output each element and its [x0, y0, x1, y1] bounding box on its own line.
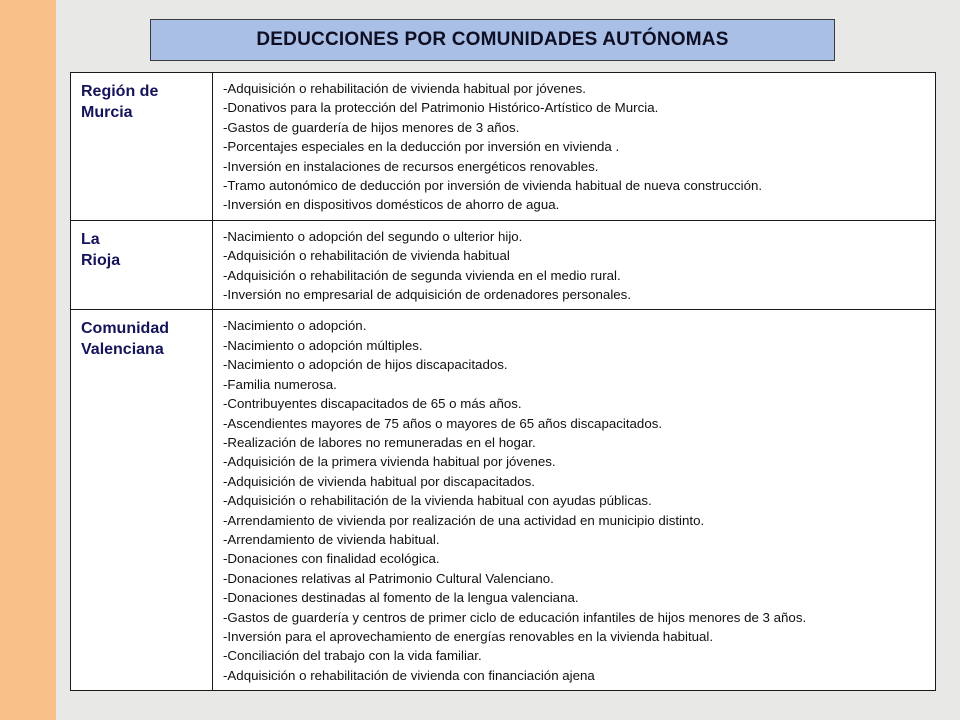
table-row	[71, 73, 936, 221]
deduction-item: -Adquisición de vivienda habitual por discapacitados.	[223, 473, 535, 489]
deduction-item: -Donaciones con finalidad ecológica.	[223, 551, 440, 567]
region-name: Región de Murcia	[71, 73, 213, 221]
deduction-item: -Inversión no empresarial de adquisición de ordenadores personales.	[223, 287, 632, 303]
deduction-item: -Adquisición de la primera vivienda habitual por jóvenes.	[223, 454, 556, 470]
deductions-table-body	[71, 73, 936, 691]
deduction-item: -Adquisición o rehabilitación de vivienda habitual por jóvenes.	[223, 81, 586, 96]
deduction-item: -Realización de labores no remuneradas en el hogar.	[223, 434, 536, 450]
deduction-item: -Inversión para el aprovechamiento de energías renovables en la vivienda habitual.	[223, 628, 714, 644]
deduction-item: -Inversión en instalaciones de recursos energéticos renovables.	[223, 158, 599, 174]
deduction-item: -Gastos de guardería y centros de primer ciclo de educación infantiles de hijos menores de 3 años.	[223, 609, 807, 625]
deduction-item: -Nacimiento o adopción del segundo o ulterior hijo.	[223, 228, 523, 244]
deductions-table	[70, 72, 936, 691]
slide-title	[150, 19, 835, 61]
deduction-item: -Tramo autonómico de deducción por inversión de vivienda habitual de nueva construcción.	[223, 178, 763, 194]
deduction-item: -Donaciones relativas al Patrimonio Cultural Valenciano.	[223, 570, 554, 586]
deduction-item: -Adquisición o rehabilitación de segunda vivienda en el medio rural.	[223, 267, 621, 283]
deduction-item: -Inversión en dispositivos domésticos de ahorro de agua.	[223, 197, 560, 213]
region-name: Comunidad Valenciana	[71, 310, 213, 691]
deduction-item: -Adquisición o rehabilitación de vivienda habitual	[223, 248, 510, 264]
deduction-item: -Familia numerosa.	[223, 376, 337, 392]
table-row	[71, 220, 936, 310]
deduction-list	[213, 310, 936, 691]
deduction-item: -Conciliación del trabajo con la vida familiar.	[223, 648, 482, 664]
deduction-item: -Contribuyentes discapacitados de 65 o más años.	[223, 396, 522, 412]
region-name: La Rioja	[71, 220, 213, 310]
side-accent-strip	[0, 0, 56, 720]
deduction-list	[213, 220, 936, 310]
deduction-item: -Arrendamiento de vivienda habitual.	[223, 531, 440, 547]
deduction-item: -Adquisición o rehabilitación de vivienda con financiación ajena	[223, 667, 595, 683]
deduction-list	[213, 73, 936, 221]
deduction-item: -Donativos para la protección del Patrimonio Histórico-Artístico de Murcia.	[223, 100, 659, 116]
deduction-item: -Donaciones destinadas al fomento de la lengua valenciana.	[223, 590, 579, 606]
deduction-item: -Nacimiento o adopción de hijos discapacitados.	[223, 357, 508, 373]
deduction-item: -Gastos de guardería de hijos menores de 3 años.	[223, 119, 520, 135]
slide-title-text: DEDUCCIONES POR COMUNIDADES AUTÓNOMAS	[256, 29, 729, 50]
table-row	[71, 310, 936, 691]
deduction-item: -Ascendientes mayores de 75 años o mayores de 65 años discapacitados.	[223, 415, 663, 431]
deduction-item: -Adquisición o rehabilitación de la vivienda habitual con ayudas públicas.	[223, 493, 652, 509]
deduction-item: -Nacimiento o adopción.	[223, 318, 367, 334]
deduction-item: -Nacimiento o adopción múltiples.	[223, 337, 423, 353]
deduction-item: -Porcentajes especiales en la deducción por inversión en vivienda .	[223, 139, 620, 155]
deduction-item: -Arrendamiento de vivienda por realización de una actividad en municipio distinto.	[223, 512, 705, 528]
